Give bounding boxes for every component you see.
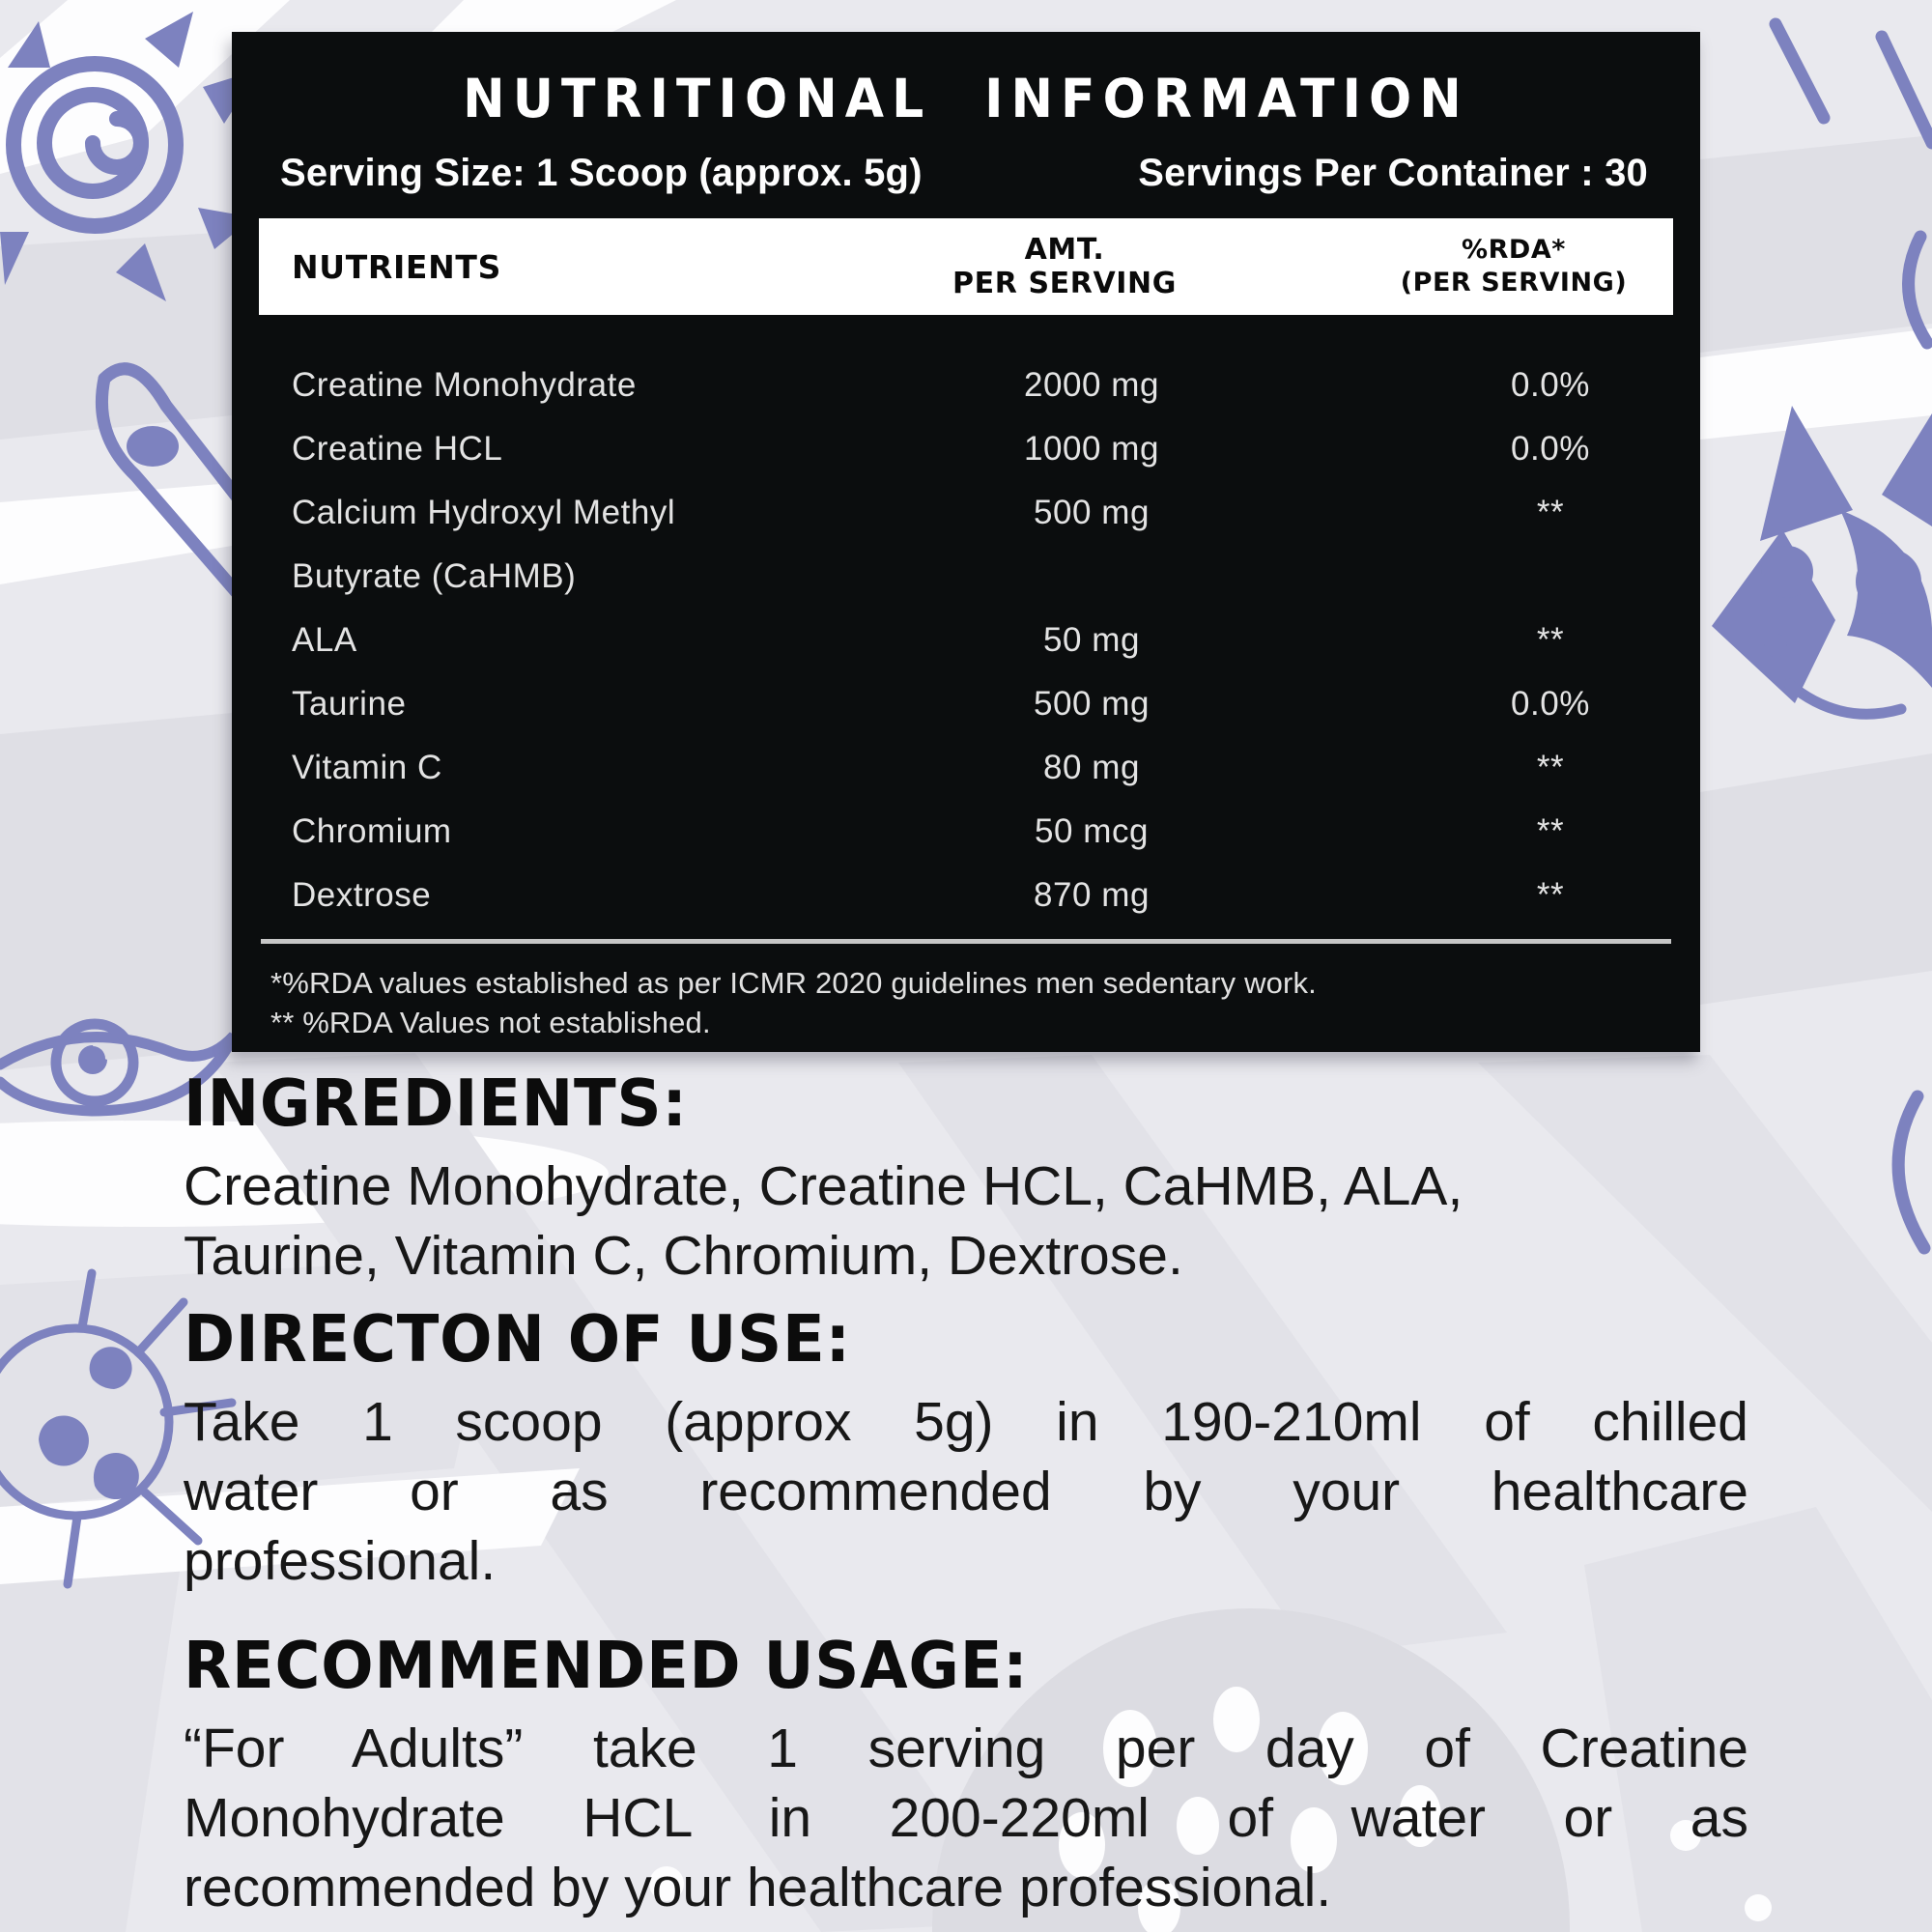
table-row: Creatine HCL 1000 mg 0.0% [292,430,1590,468]
servings-per-container: Servings Per Container : 30 [1138,152,1648,194]
table-row: ALA 50 mg ** [292,621,1565,659]
table-divider [261,939,1671,944]
table-row: Dextrose 870 mg ** [292,876,1565,914]
serving-row [232,152,1700,195]
direction-line: water or as recommended by your healthcare [184,1461,1748,1522]
direction-of-use-body [184,1387,1748,1596]
ingredients-section [184,1066,1748,1142]
recommended-line: recommended by your healthcare professional. [184,1857,1332,1918]
ingredients-heading: INGREDIENTS: [184,1066,688,1142]
direction-of-use-section [184,1302,1748,1378]
table-row: Calcium Hydroxyl Methyl 500 mg ** [292,494,1565,531]
serving-size: Serving Size: 1 Scoop (approx. 5g) [280,152,923,194]
footnote-rda-established: *%RDA values established as per ICMR 2020 guidelines men sedentary work. [270,966,1317,1000]
ingredients-body [184,1151,1748,1291]
ingredients-line: Taurine, Vitamin C, Chromium, Dextrose. [184,1225,1183,1287]
fox-face-icon [1712,406,1932,714]
ingredients-line: Creatine Monohydrate, Creatine HCL, CaHMB, ALA, [184,1155,1463,1217]
table-row: Butyrate (CaHMB) [292,557,577,595]
header-amt-per-serving: AMT. PER SERVING [952,232,1177,300]
recommended-usage-heading: RECOMMENDED USAGE: [184,1629,1029,1704]
direction-line: Take 1 scoop (approx 5g) in 190-210ml of chilled [184,1391,1748,1453]
footnote-rda-not-established: ** %RDA Values not established. [270,1006,711,1040]
nutrient-rows [232,354,1700,927]
header-nutrients: NUTRIENTS [292,247,501,286]
table-row: Taurine 500 mg 0.0% [292,685,1590,723]
nutrition-panel [232,32,1700,1052]
header-rda-per-serving: %RDA* (PER SERVING) [1400,235,1628,298]
recommended-line: Monohydrate HCL in 200-220ml of water or as [184,1787,1748,1849]
table-row: Chromium 50 mcg ** [292,812,1565,850]
recommended-usage-body [184,1714,1748,1922]
recommended-line: “For Adults” take 1 serving per day of Creatine [184,1718,1748,1779]
recommended-usage-section [184,1629,1748,1704]
table-row: Vitamin C 80 mg ** [292,749,1565,786]
direction-line: professional. [184,1530,497,1592]
direction-of-use-heading: DIRECTON OF USE: [184,1302,851,1378]
panel-title: NUTRITIONAL INFORMATION [463,69,1469,130]
table-row: Creatine Monohydrate 2000 mg 0.0% [292,366,1590,404]
table-header [259,218,1673,315]
footnotes [270,963,1700,1042]
